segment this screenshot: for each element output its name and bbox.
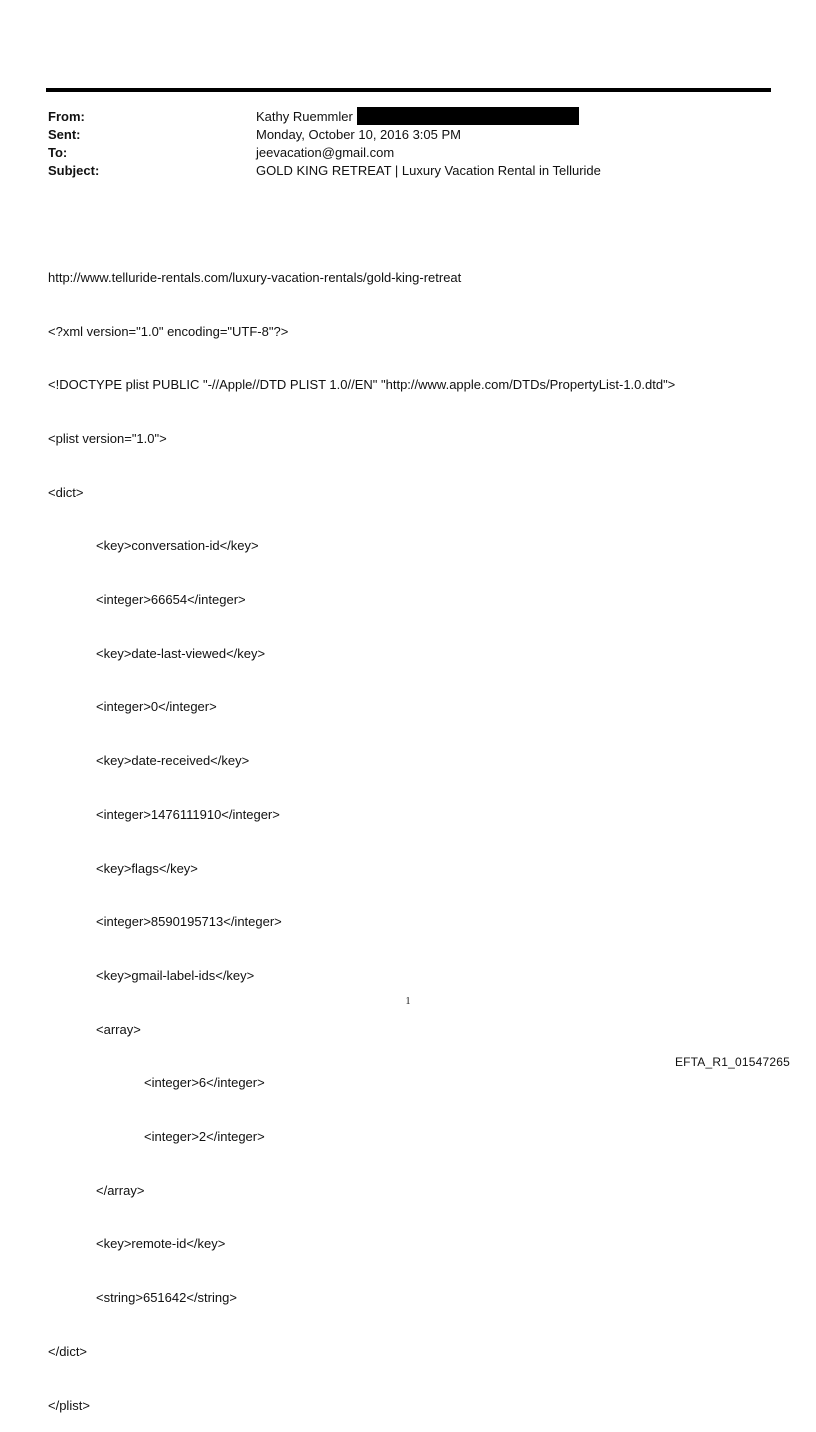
subject-row (48, 162, 768, 180)
sent-value: Monday, October 10, 2016 3:05 PM (256, 127, 461, 142)
body-line: <key>conversation-id</key> (96, 538, 259, 554)
body-line: <key>date-received</key> (96, 753, 250, 769)
email-header (48, 108, 768, 180)
email-body (48, 233, 788, 1432)
to-row (48, 144, 768, 162)
from-value: Kathy Ruemmler (256, 109, 353, 124)
document-id: EFTA_R1_01547265 (674, 1055, 790, 1069)
body-url-line: http://www.telluride-rentals.com/luxury-vacation-rentals/gold-king-retreat (48, 269, 462, 285)
body-line: <plist version="1.0"> (48, 430, 167, 446)
body-line: <string>651642</string> (96, 1290, 237, 1306)
body-line: <key>flags</key> (96, 860, 198, 876)
body-line: <dict> (48, 484, 84, 500)
body-line: <integer>0</integer> (96, 699, 217, 715)
from-row (48, 108, 768, 126)
to-label: To: (48, 145, 68, 160)
body-line: </array> (96, 1182, 145, 1198)
to-value: jeevacation@gmail.com (256, 145, 395, 160)
body-line: <integer>2</integer> (144, 1129, 265, 1145)
body-line: <key>gmail-label-ids</key> (96, 967, 255, 983)
body-line: <integer>8590195713</integer> (96, 914, 282, 930)
body-line: <integer>6</integer> (144, 1075, 265, 1091)
body-line: </plist> (48, 1397, 90, 1413)
body-line: <array> (96, 1021, 141, 1037)
sent-label: Sent: (48, 127, 81, 142)
body-line: <key>remote-id</key> (96, 1236, 226, 1252)
body-line: <integer>66654</integer> (96, 592, 246, 608)
subject-label: Subject: (48, 163, 100, 178)
body-line: <?xml version="1.0" encoding="UTF-8"?> (48, 323, 289, 339)
subject-value: GOLD KING RETREAT | Luxury Vacation Rental in Telluride (256, 163, 601, 178)
header-rule (46, 88, 771, 92)
sent-row (48, 126, 768, 144)
body-line: </dict> (48, 1343, 88, 1359)
body-line: <key>date-last-viewed</key> (96, 645, 266, 661)
from-value-wrap (256, 108, 579, 126)
from-label: From: (48, 109, 85, 124)
page-number: 1 (405, 996, 411, 1007)
body-line: <integer>1476111910</integer> (96, 806, 280, 822)
redaction-box (357, 107, 579, 125)
body-line: <!DOCTYPE plist PUBLIC "-//Apple//DTD PLIST 1.0//EN" "http://www.apple.com/DTDs/PropertyList-1.0.dtd"> (48, 377, 676, 393)
